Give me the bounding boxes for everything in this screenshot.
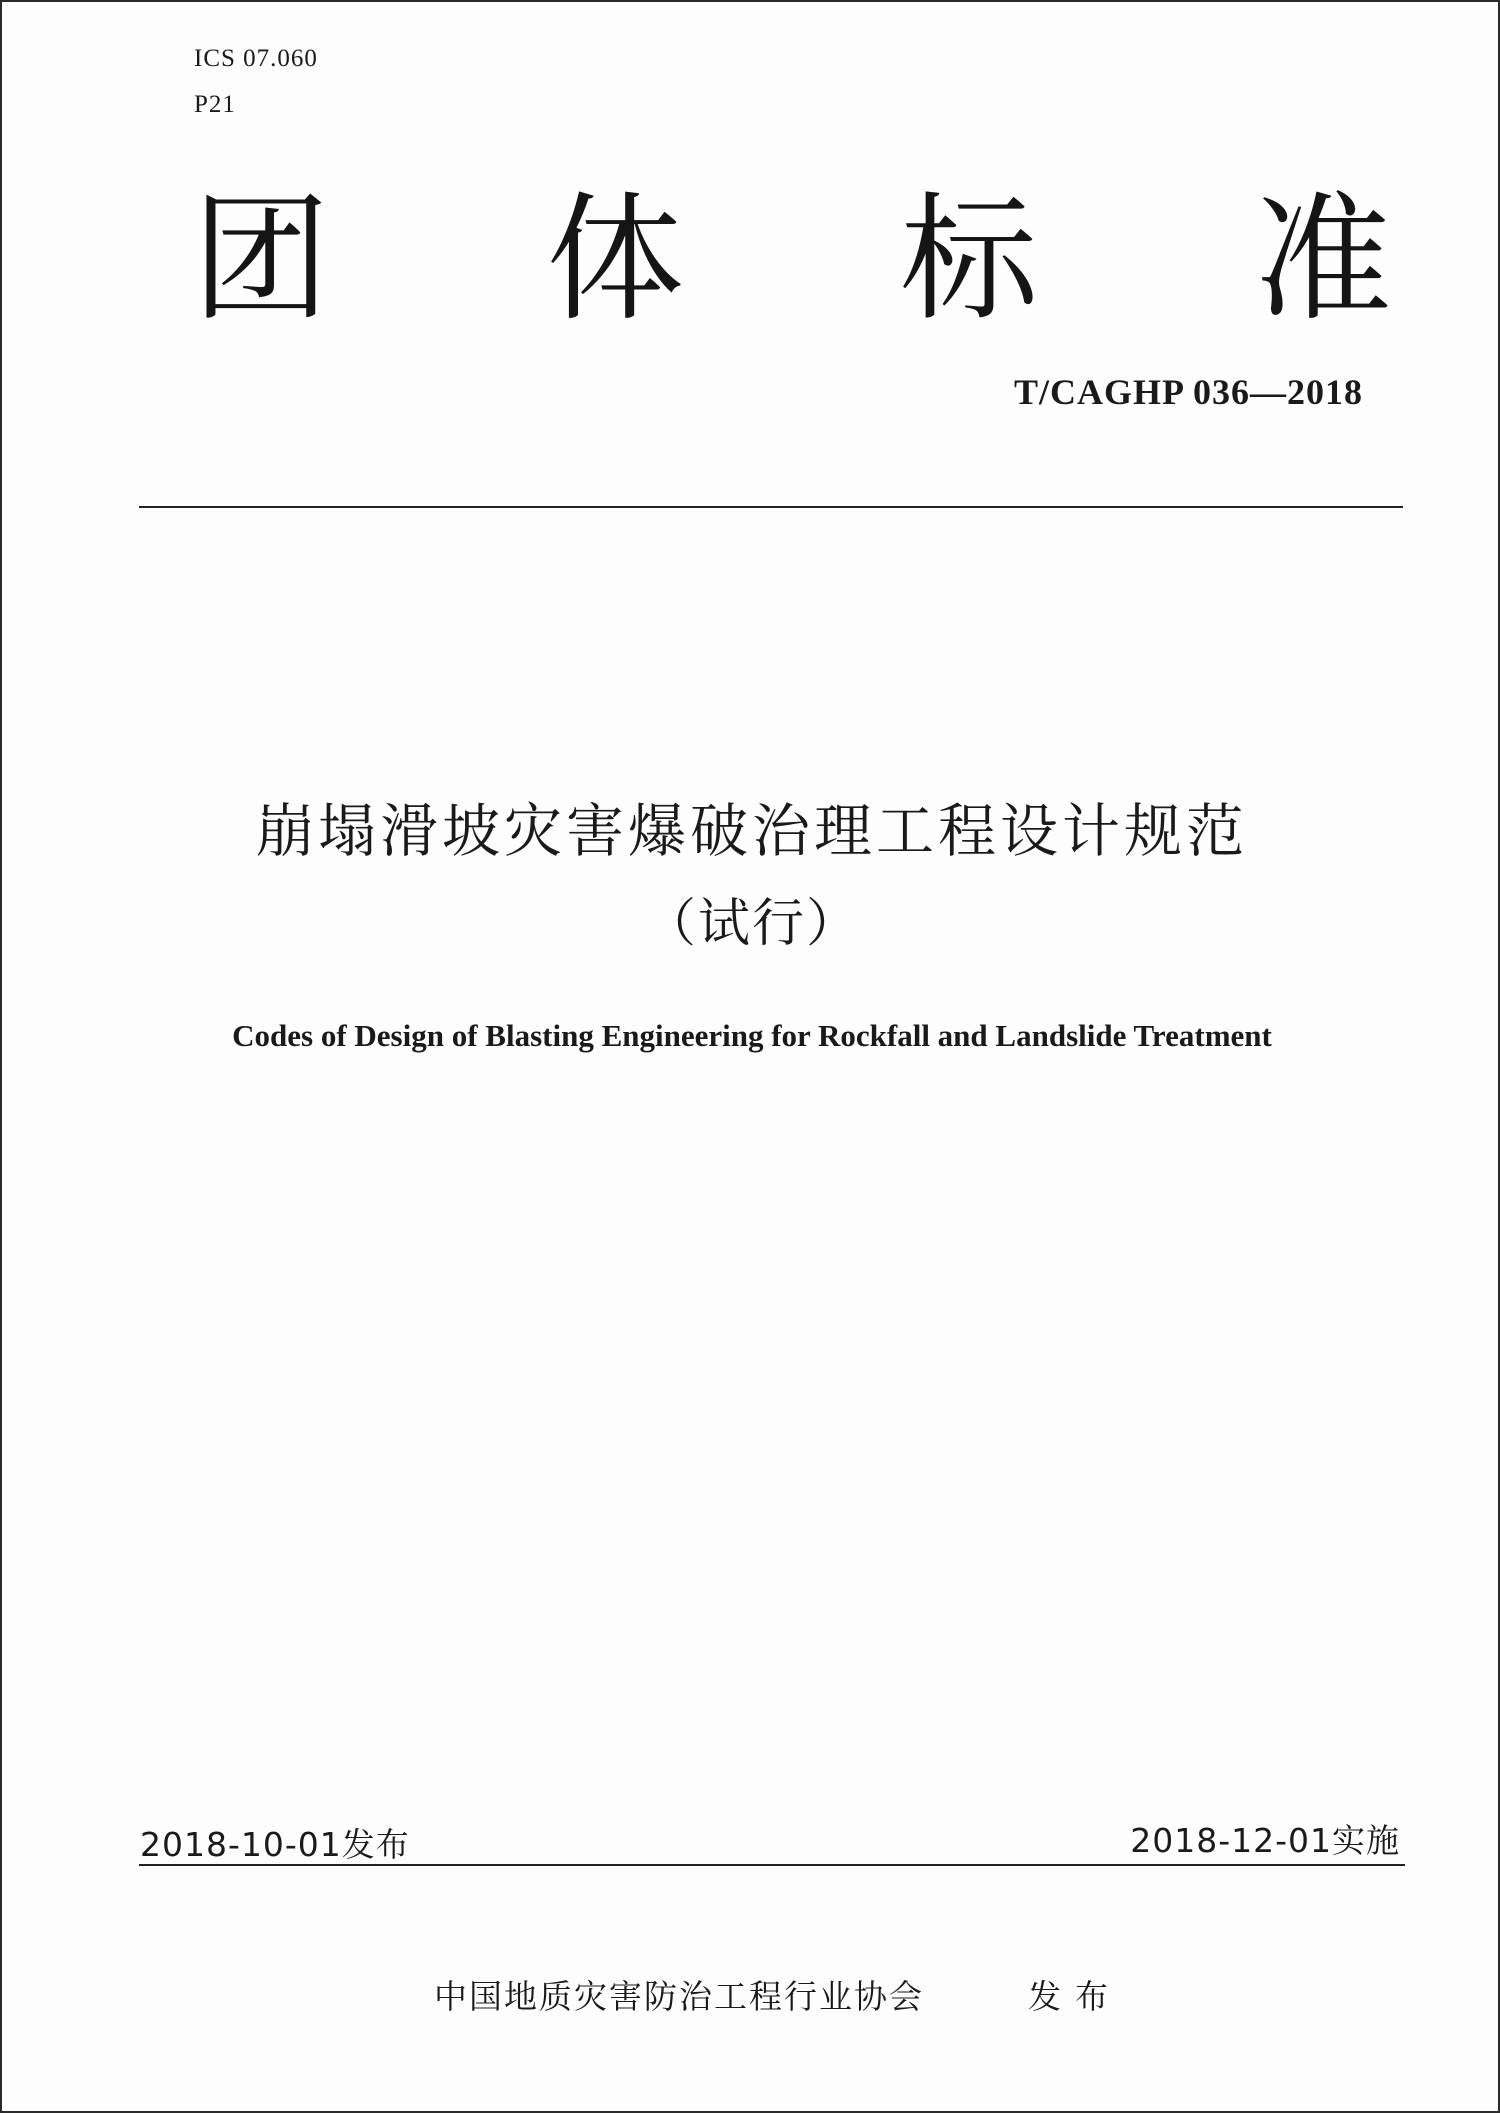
heading-char-4: 准 xyxy=(1253,179,1392,340)
heading-char-3: 标 xyxy=(899,179,1038,340)
heading-char-1: 团 xyxy=(192,179,331,340)
publish-label: 发布 xyxy=(1028,1977,1122,2016)
chinese-subtitle: （试行） xyxy=(643,894,860,954)
english-title: Codes of Design of Blasting Engineering for Rockfall and Landslide Treatment xyxy=(232,1018,1272,1053)
standard-number: T/CAGHP 036—2018 xyxy=(1013,372,1363,412)
top-divider xyxy=(139,506,1403,508)
implementation-date: 2018-12-01实施 xyxy=(1130,1821,1400,1860)
issue-date: 2018-10-01发布 xyxy=(140,1825,410,1864)
ics-code: ICS 07.060 xyxy=(194,45,318,72)
publisher-name: 中国地质灾害防治工程行业协会 xyxy=(434,1977,924,2016)
chinese-title: 崩塌滑坡灾害爆破治理工程设计规范 xyxy=(255,797,1248,865)
heading-char-2: 体 xyxy=(545,179,684,340)
classification-code: P21 xyxy=(194,91,236,118)
document-type-heading xyxy=(192,180,1392,340)
bottom-divider xyxy=(139,1864,1405,1866)
